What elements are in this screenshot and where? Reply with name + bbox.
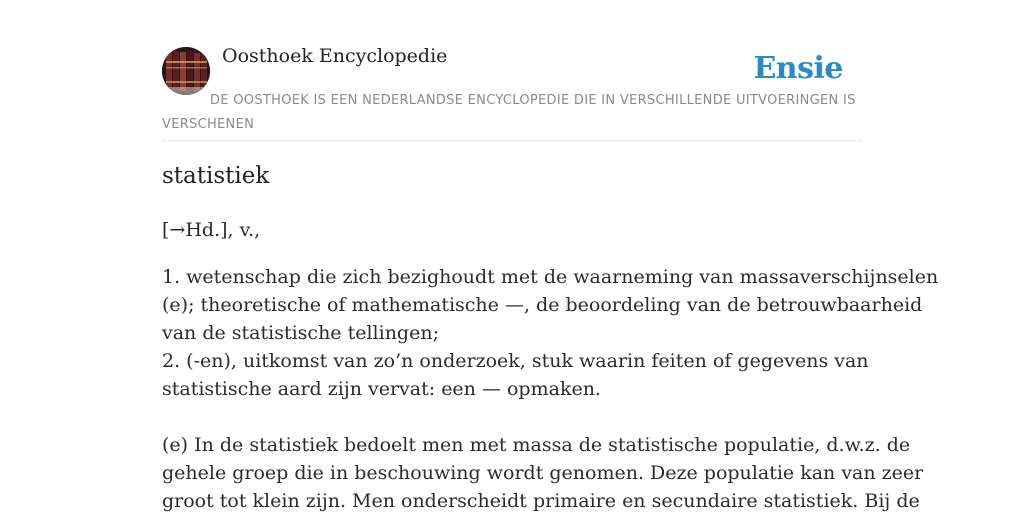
explanatory-note	[162, 431, 924, 512]
note-line: (e) In de statistiek bedoelt men met massa de statistische populatie, d.w.z. de	[162, 434, 911, 456]
definition-line: van de statistische tellingen;	[162, 322, 439, 344]
definition-line: (e); theoretische of mathematische —, de beoordeling van de betrouwbaarheid	[162, 294, 923, 316]
site-tagline: DE OOSTHOEK IS EEN NEDERLANDSE ENCYCLOPEDIE DIE IN VERSCHILLENDE UITVOERINGEN IS VERSCHENEN	[162, 93, 856, 132]
etymology: [→Hd.], v.,	[162, 219, 261, 241]
site-header	[162, 0, 862, 141]
note-line: gehele groep die in beschouwing wordt genomen. Deze populatie kan van zeer	[162, 462, 924, 484]
note-line: groot tot klein zijn. Men onderscheidt primaire en secundaire statistiek. Bij de	[162, 490, 920, 512]
page	[162, 0, 939, 512]
definition-line: 1. wetenschap die zich bezighoudt met de waarneming van massaverschijnselen	[162, 266, 939, 288]
definition-line: statistische aard zijn vervat: een — opmaken.	[162, 378, 601, 400]
entry-title: statistiek	[162, 163, 270, 189]
site-title-link[interactable]: Oosthoek Encyclopedie	[222, 45, 448, 67]
entry-content	[162, 216, 939, 512]
ensie-brand-link[interactable]: Ensie	[753, 51, 843, 86]
definitions	[162, 263, 939, 403]
book-spines-avatar-icon[interactable]	[162, 47, 210, 95]
definition-line: 2. (-en), uitkomst van zo’n onderzoek, stuk waarin feiten of gegevens van	[162, 350, 869, 372]
